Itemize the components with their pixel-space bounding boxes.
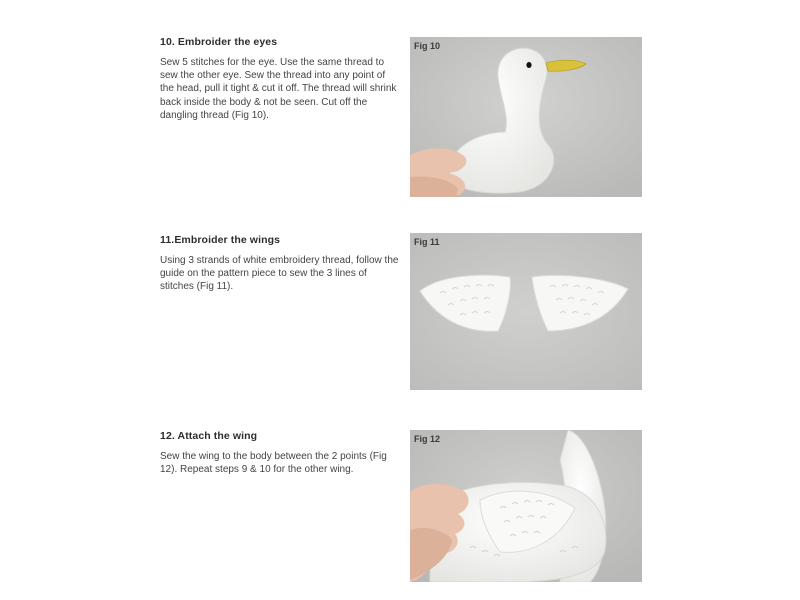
figure-10-label: Fig 10 <box>414 41 441 51</box>
step-12-instructions: Sew the wing to the body between the 2 points (Fig 12). Repeat steps 9 & 10 for the other wing. <box>160 451 387 476</box>
figure-10-photo <box>410 37 642 197</box>
step-12-title: 12. Attach the wing <box>160 430 258 442</box>
figure-11-label: Fig 11 <box>414 237 440 247</box>
step-10-instructions: Sew 5 stitches for the eye. Use the same thread to sew the other eye. Sew the thread into any point of the head, pull it tight & cut it off. The thread will shrink back inside the body & not be seen. Cut off the dangling thread (Fig 10). <box>160 57 397 121</box>
figure-12-label: Fig 12 <box>414 434 441 444</box>
step-11 <box>160 234 400 294</box>
felt-wings-illustration <box>410 233 642 390</box>
step-10 <box>160 36 400 122</box>
step-12 <box>160 430 400 476</box>
step-11-title: 11.Embroider the wings <box>160 234 281 246</box>
swan-with-eye-illustration <box>410 37 642 197</box>
figure-12-photo <box>410 430 642 582</box>
figure-11-photo <box>410 233 642 390</box>
step-11-instructions: Using 3 strands of white embroidery thread, follow the guide on the pattern piece to sew the 3 lines of stitches (Fig 11). <box>160 255 399 293</box>
step-10-title: 10. Embroider the eyes <box>160 36 278 48</box>
swan-with-wing-illustration <box>410 430 642 582</box>
